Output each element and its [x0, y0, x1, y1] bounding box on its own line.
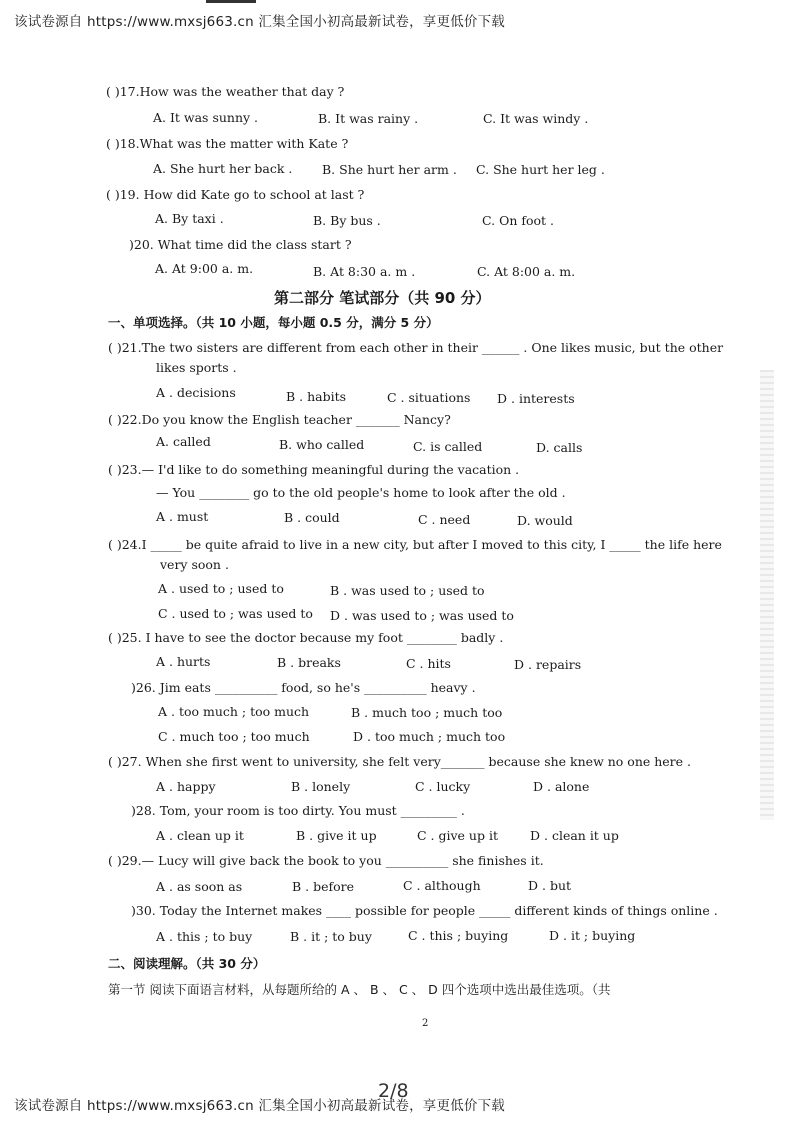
- q27-option-c: C . lucky: [415, 779, 471, 794]
- q24-option-c: C . used to ; was used to: [158, 606, 313, 621]
- q17-option-a: A. It was sunny .: [153, 110, 259, 125]
- q25-option-b: B . breaks: [277, 655, 341, 670]
- section2-instruction: 第一节 阅读下面语言材料，从每题所给的 A 、 B 、 C 、 D 四个选项中选出最佳选项。（共: [108, 982, 611, 997]
- q23-option-b: B . could: [284, 510, 340, 525]
- watermark-top: 该试卷源自 https://www.mxsj663.cn 汇集全国小初高最新试卷，享更低价下载: [14, 14, 506, 30]
- q21-option-d: D . interests: [497, 391, 575, 406]
- q21-option-b: B . habits: [286, 389, 347, 404]
- page-number: 2: [422, 1018, 429, 1029]
- q18-option-a: A. She hurt her back .: [153, 161, 293, 176]
- q22-option-d: D. calls: [536, 440, 583, 455]
- section2-heading: 二、阅读理解。（共 30 分）: [108, 956, 266, 971]
- q17-option-c: C. It was windy .: [483, 111, 589, 126]
- q28-option-b: B . give it up: [296, 828, 377, 843]
- q21-option-a: A . decisions: [156, 385, 236, 400]
- question-27-stem: ( )27. When she first went to university, she felt very_______ because she knew no one here .: [108, 754, 692, 769]
- question-24-stem-cont: very soon .: [160, 557, 229, 572]
- q30-option-d: D . it ; buying: [549, 928, 636, 943]
- q19-option-b: B. By bus .: [313, 213, 381, 228]
- question-17-stem: ( )17.How was the weather that day ?: [106, 84, 345, 99]
- question-21-stem-cont: likes sports .: [156, 360, 237, 375]
- question-23-stem: ( )23.— I'd like to do something meaningful during the vacation .: [108, 462, 520, 477]
- q30-option-a: A . this ; to buy: [156, 929, 253, 944]
- question-29-stem: ( )29.— Lucy will give back the book to you __________ she finishes it.: [108, 853, 544, 868]
- q26-option-c: C . much too ; too much: [158, 729, 310, 744]
- q23-option-d: D. would: [517, 513, 573, 528]
- q20-option-a: A. At 9:00 a. m.: [155, 261, 254, 276]
- q25-option-c: C . hits: [406, 656, 451, 671]
- q22-option-a: A. called: [156, 434, 211, 449]
- q27-option-a: A . happy: [156, 779, 216, 794]
- part2-heading: 第二部分 笔试部分（共 90 分）: [274, 289, 491, 307]
- q26-option-a: A . too much ; too much: [158, 704, 310, 719]
- q28-option-c: C . give up it: [417, 828, 498, 843]
- q25-option-d: D . repairs: [514, 657, 582, 672]
- scan-edge-noise: [760, 370, 774, 820]
- q23-option-a: A . must: [156, 509, 209, 524]
- q26-option-d: D . too much ; much too: [353, 729, 506, 744]
- q25-option-a: A . hurts: [156, 654, 211, 669]
- q20-option-b: B. At 8:30 a. m .: [313, 264, 416, 279]
- q24-option-a: A . used to ; used to: [158, 581, 284, 596]
- watermark-bottom: 该试卷源自 https://www.mxsj663.cn 汇集全国小初高最新试卷，享更低价下载: [14, 1098, 506, 1114]
- question-26-stem: )26. Jim eats __________ food, so he's __________ heavy .: [131, 680, 476, 695]
- q23-option-c: C . need: [418, 512, 471, 527]
- q24-option-b: B . was used to ; used to: [330, 583, 485, 598]
- question-22-stem: ( )22.Do you know the English teacher _______ Nancy?: [108, 412, 451, 427]
- q29-option-c: C . although: [403, 878, 481, 893]
- q28-option-a: A . clean up it: [156, 828, 244, 843]
- q19-option-c: C. On foot .: [482, 213, 554, 228]
- question-19-stem: ( )19. How did Kate go to school at last ?: [106, 187, 365, 202]
- question-23-stem-cont: — You ________ go to the old people's home to look after the old .: [156, 485, 566, 500]
- question-18-stem: ( )18.What was the matter with Kate ?: [106, 136, 349, 151]
- q18-option-c: C. She hurt her leg .: [476, 162, 605, 177]
- question-30-stem: )30. Today the Internet makes ____ possible for people _____ different kinds of things online .: [131, 903, 718, 918]
- q20-option-c: C. At 8:00 a. m.: [477, 264, 576, 279]
- question-28-stem: )28. Tom, your room is too dirty. You must _________ .: [131, 803, 465, 818]
- q22-option-c: C. is called: [413, 439, 483, 454]
- q21-option-c: C . situations: [387, 390, 471, 405]
- q28-option-d: D . clean it up: [530, 828, 619, 843]
- section1-heading: 一、单项选择。（共 10 小题，每小题 0.5 分，满分 5 分）: [108, 315, 439, 330]
- question-25-stem: ( )25. I have to see the doctor because my foot ________ badly .: [108, 630, 504, 645]
- q17-option-b: B. It was rainy .: [318, 111, 419, 126]
- q29-option-a: A . as soon as: [156, 879, 243, 894]
- q29-option-b: B . before: [292, 879, 355, 894]
- q24-option-d: D . was used to ; was used to: [330, 608, 514, 623]
- q30-option-c: C . this ; buying: [408, 928, 509, 943]
- q18-option-b: B. She hurt her arm .: [322, 162, 457, 177]
- q29-option-d: D . but: [528, 878, 572, 893]
- question-20-stem: )20. What time did the class start ?: [129, 237, 352, 252]
- page-fraction: 2/8: [378, 1080, 409, 1102]
- q27-option-d: D . alone: [533, 779, 590, 794]
- question-24-stem: ( )24.I _____ be quite afraid to live in a new city, but after I moved to this city, I _____ the life here: [108, 537, 722, 552]
- question-21-stem: ( )21.The two sisters are different from each other in their ______ . One likes music, but the other: [108, 340, 724, 355]
- q22-option-b: B. who called: [279, 437, 365, 452]
- q26-option-b: B . much too ; much too: [351, 705, 503, 720]
- q19-option-a: A. By taxi .: [155, 211, 224, 226]
- q30-option-b: B . it ; to buy: [290, 929, 372, 944]
- scan-edge-mark: [206, 0, 256, 3]
- q27-option-b: B . lonely: [291, 779, 351, 794]
